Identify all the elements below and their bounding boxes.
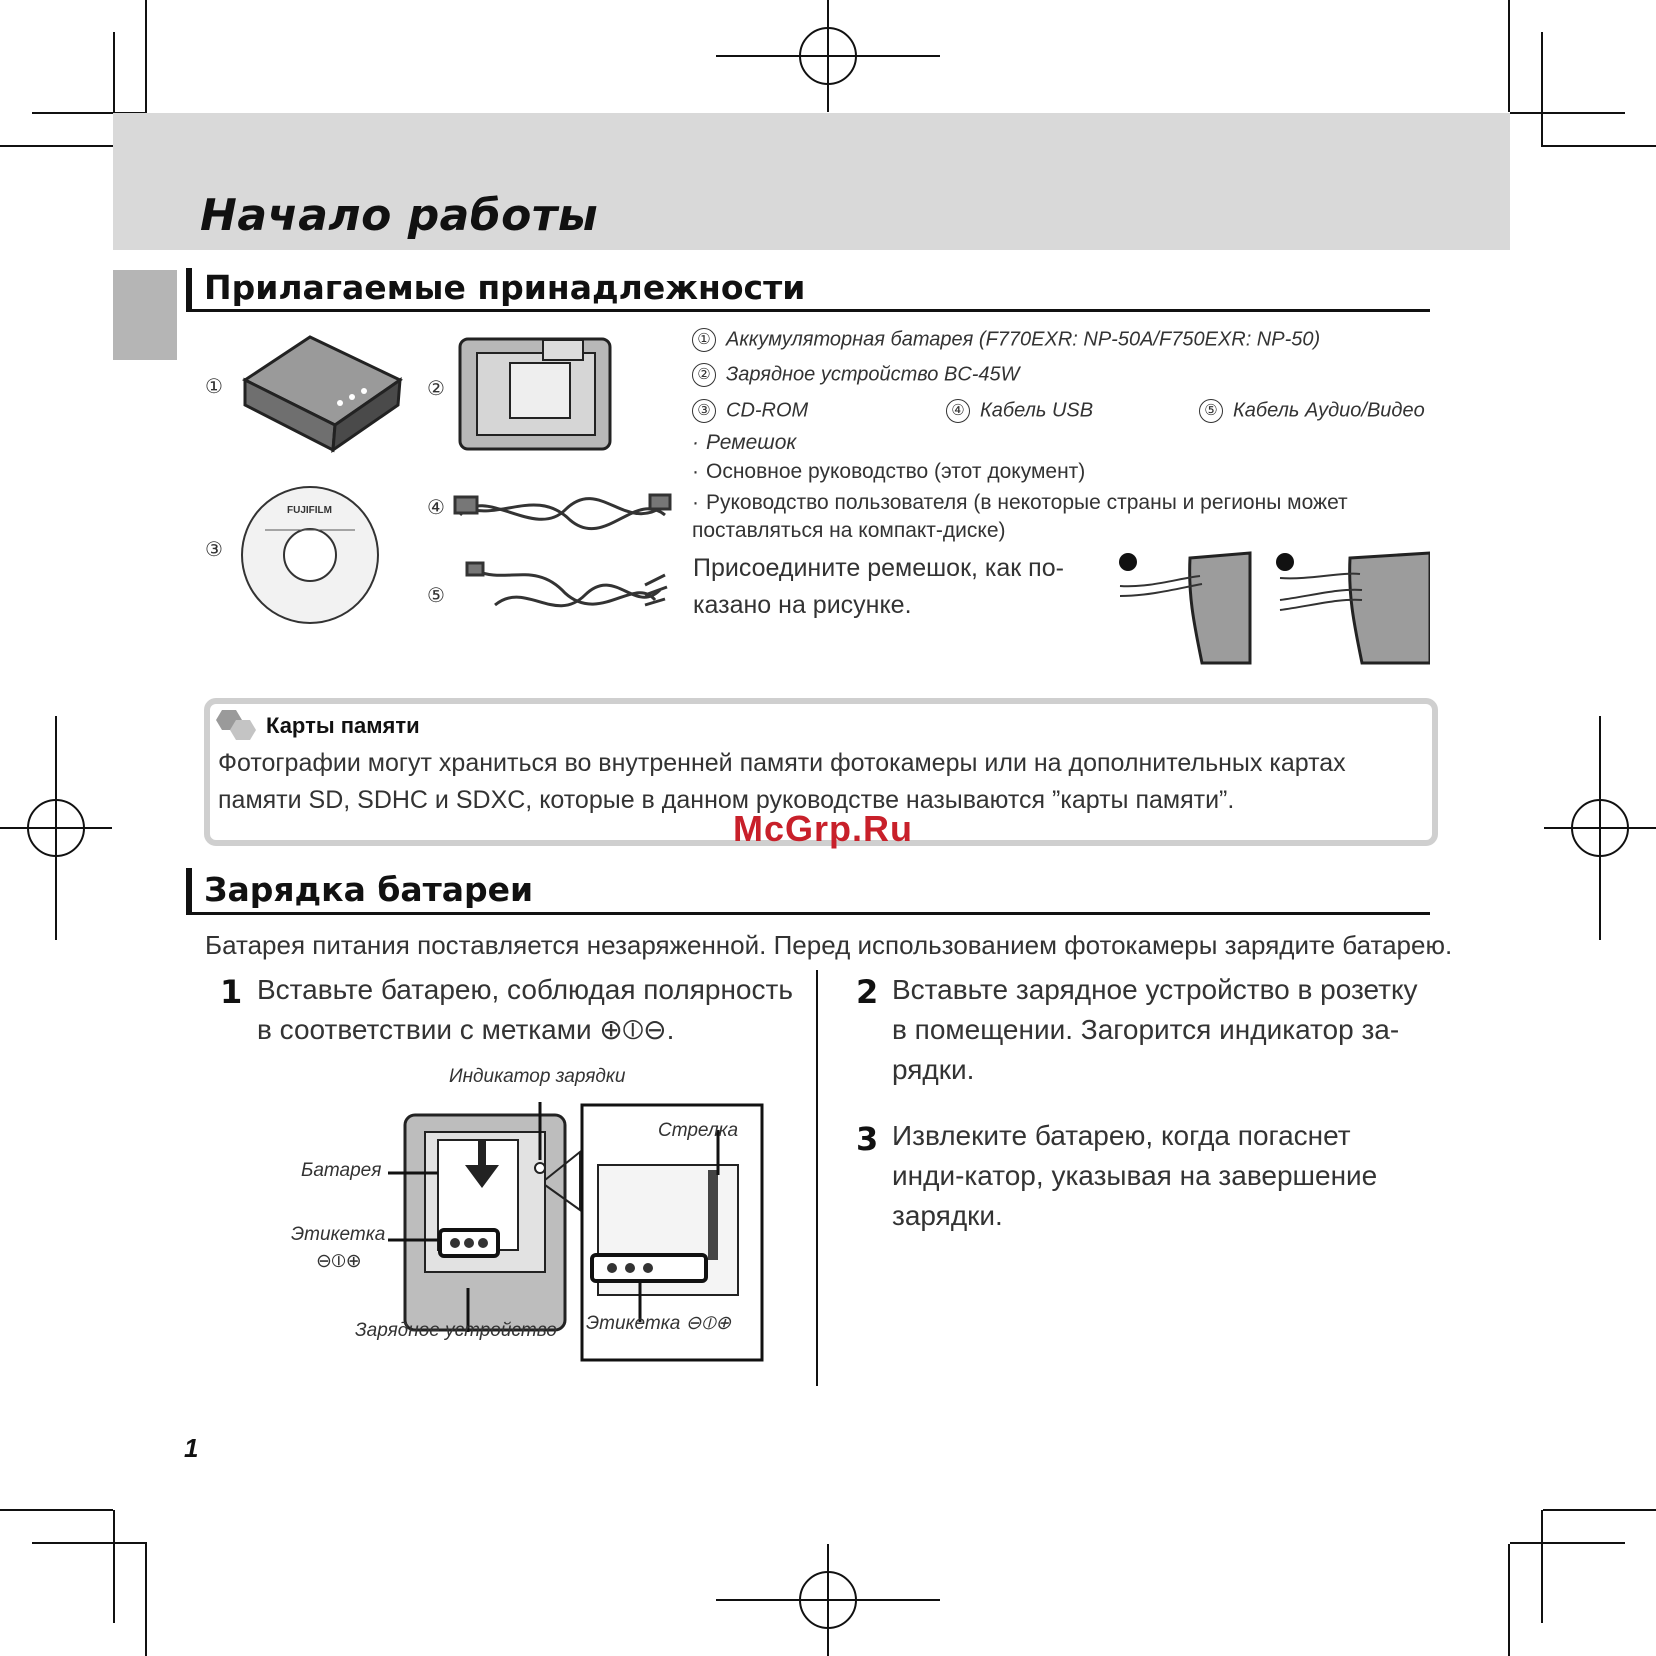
label-sticker-symbols: ⊖⦶⊕ xyxy=(316,1251,362,1272)
section-rule xyxy=(186,912,1430,915)
item-number: ② xyxy=(692,363,716,387)
strap-illustration xyxy=(1110,548,1430,668)
step-number: 3 xyxy=(856,1120,879,1158)
usb-cable-image xyxy=(455,495,670,529)
step-number: 1 xyxy=(220,973,243,1011)
section-bar xyxy=(186,868,192,914)
section-title-accessories: Прилагаемые принадлежности xyxy=(204,268,806,307)
label-arrow: Стрелка xyxy=(658,1120,739,1141)
step-text: Извлеките батарею, когда погаснет инди-катор, указывая на завершение зарядки. xyxy=(892,1120,1378,1231)
battery-image xyxy=(245,337,400,450)
accessory-item-1: ① Аккумуляторная батарея (F770EXR: NP-50A/F750EXR: NP-50) xyxy=(692,328,1320,352)
page-number: 1 xyxy=(184,1433,199,1463)
accessories-illustration xyxy=(205,325,675,635)
step-text: Вставьте батарею, соблюдая полярность в соответствии с метками ⊕⦶⊖. xyxy=(257,974,793,1045)
strap-instruction: Присоедините ремешок, как по-казано на рисунке. xyxy=(693,554,1064,619)
accessory-item-4: ④ Кабель USB xyxy=(946,399,1093,423)
bullet-item-strap: · Ремешок xyxy=(692,431,797,454)
charger-image xyxy=(460,339,610,449)
item-number: ③ xyxy=(692,399,716,423)
bullet-item-basic-manual: · Основное руководство (этот документ) xyxy=(692,460,1086,483)
label-sticker-zoom: Этикетка ⊖⦶⊕ xyxy=(586,1313,732,1334)
step-text: Вставьте зарядное устройство в розетку в помещении. Загорится индикатор за-рядки. xyxy=(892,974,1418,1085)
label-charge-indicator: Индикатор зарядки xyxy=(449,1066,626,1087)
accessory-item-3: ③ CD-ROM xyxy=(692,399,808,423)
callout-4: ④ xyxy=(427,495,445,519)
item-number: ⑤ xyxy=(1199,399,1223,423)
label-charger: Зарядное устройство xyxy=(355,1320,557,1341)
accessory-item-2: ② Зарядное устройство BC-45W xyxy=(692,363,1020,387)
memo-icon xyxy=(216,706,260,742)
label-sticker: Этикетка xyxy=(291,1224,386,1245)
charging-intro: Батарея питания поставляется незаряженной. Перед использованием фотокамеры зарядите батарею. xyxy=(205,930,1453,960)
callout-1: ① xyxy=(205,374,223,398)
callout-5: ⑤ xyxy=(427,583,445,607)
item-number: ① xyxy=(692,328,716,352)
section-bar xyxy=(186,268,192,310)
accessory-item-5: ⑤ Кабель Аудио/Видео xyxy=(1199,399,1425,423)
callout-2: ② xyxy=(427,376,445,400)
side-tab xyxy=(113,270,177,360)
step-number: 2 xyxy=(856,973,879,1011)
label-battery: Батарея xyxy=(301,1160,382,1181)
section-title-charging: Зарядка батареи xyxy=(204,870,534,909)
column-divider xyxy=(816,970,818,1386)
item-number: ④ xyxy=(946,399,970,423)
av-cable-image xyxy=(467,563,667,606)
chapter-title: Начало работы xyxy=(200,190,599,241)
battery-zoom xyxy=(592,1165,738,1295)
svg-text:FUJIFILM: FUJIFILM xyxy=(287,505,332,516)
callout-3: ③ xyxy=(205,537,223,561)
watermark: McGrp.Ru xyxy=(733,808,914,849)
memo-title: Карты памяти xyxy=(266,713,420,738)
bullet-item-user-manual: · Руководство пользователя (в некоторые страны и регионы может поставляться на компакт-диске) xyxy=(692,491,1348,542)
section-rule xyxy=(186,309,1430,312)
memo-text: Фотографии могут храниться во внутренней памяти фотокамеры или на дополнительных картах памяти SD, SDHC и SDXC, которые в данном руководстве называются ”карты памяти”. xyxy=(218,749,1346,814)
cd-rom-image xyxy=(242,487,378,623)
